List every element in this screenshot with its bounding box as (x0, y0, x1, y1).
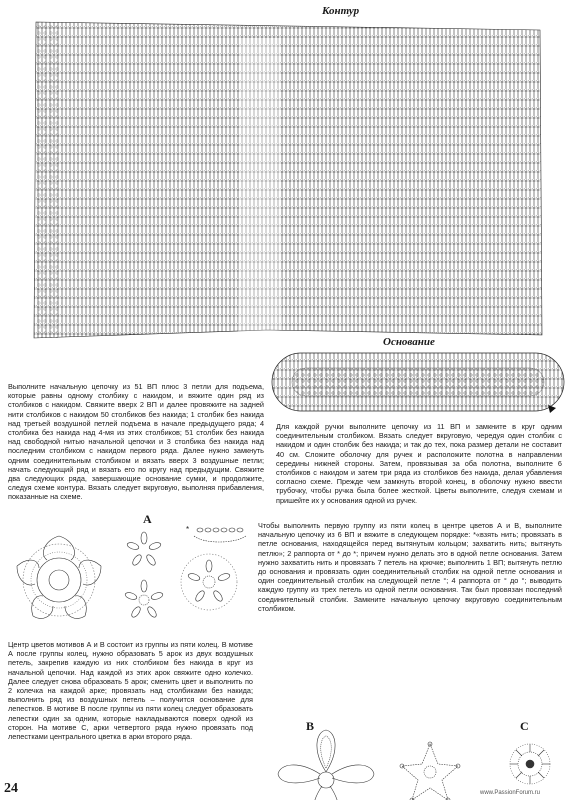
watermark: www.PassionForum.ru (480, 790, 541, 796)
contour-pattern-grid (34, 22, 542, 338)
motif-c-diagram (494, 734, 564, 792)
handles-instructions-paragraph: Для каждой ручки выполните цепочку из 11 ВП и замкните в круг одним соединительным столбиком. Вязать следует вкруговую, чередуя один столбик с накидом и один столбик без накида; и так до тех, пока размер детали не составит 40 см. Сложите оболочку для ручек и расположите полотна в направлении середины нижней стороны. Затем, провязывая за оба полотна, выполните 6 столбиков с накидом и затем три ряда из столбиков без накида, делая убавления согласно схеме. Прежде чем замкнуть второй конец, в оболочку нужно ввести трубочку, чтобы ручка была более жесткой. Цветы выполните, следуя схемам и пришейте их у основания одной из ручек. (276, 422, 562, 505)
main-instructions-paragraph: Выполните начальную цепочку из 51 ВП плюс 3 петли для подъема, которые равны одному столбику с накидом, и вяжите один ряд из столбиков с накидом. Свяжите вверх 2 ВП и далее провяжите на задней нити столбиков с накидом 50 столбиков без накида; 1 столбик без накида над третьей воздушной петлей подъема в начале предыдущего ряда; 4 столбика без накида над 4-мя из этих столбиков; 51 столбик без накида над свободной нитью начальной цепочки и 3 столбика без накида над последним столбиком с накидом первого ряда. Далее нужно замкнуть одним соединительным столбиком и вязать вверх 3 воздушные петли; начать следующий ряд и вязать его по кругу над предыдущим. Свяжите два следующих ряда, завершающие основание сумки, и продолжите, следуя схеме контура. Вязать следует вкруговую, выполняя прибавления, показанные на схеме. (8, 382, 264, 502)
motif-flower-diagram (390, 740, 470, 800)
motif-b-diagram (266, 728, 386, 800)
page-number: 24 (4, 781, 18, 796)
motif-b-label: B (306, 719, 315, 733)
base-heading: Основание (383, 336, 435, 348)
motif-a-label: A (143, 512, 152, 526)
contour-heading: Контур (322, 5, 360, 17)
svg-text:*: * (186, 525, 190, 534)
rings-instructions-paragraph: Чтобы выполнить первую группу из пяти колец в центре цветов А и В, выполните начальную цепочку из 6 ВП и вяжите в следующем порядке: *«взять нить; провязать в петле основания, находящейся перед вытянутым кольцом; захватить нить; вытянуть петлю»; 2 раппорта от * до *; причем нужно делать это в одной петле основания. Затем нужно захватить нить и провязать 7 петель на крючке; выполнить 1 ВП; вытянуть петлю до основания и провязать один соединительный столбик на одной петле основания и один соединительный столбик на следующей петле °; 4 раппорта от ° до °; выводить каждую группу из трех петель из одной петли основания. Так был провязан последний соединительный столбик. Замкните начальную цепочку вкруговую соединительным столбиком. (258, 521, 562, 613)
motif-c-label: C (520, 719, 529, 733)
motif-a-diagram (4, 522, 252, 640)
motifs-ab-paragraph: Центр цветов мотивов А и В состоит из группы из пяти колец. В мотиве А после группы колец, нужно образовать 5 арок из двух воздушных петель, закрепив каждую из них столбиком без накида в круг из начальной цепочки. Над каждой из этих арок свяжите одно колечко. Далее следует снова образовать 5 арок; сменить цвет и выполнить по 2 колечка на каждой арке; провязать над столбиками без накида; выполнить ряд из воздушных петель – получится основание для лепестков. В мотиве В после группы из пяти колец следует образовать лепестки один за одним, которые накладываются поверх одной из сторон. На мотиве С, арки четвертого ряда нужно провязать под лепестками центрального цветка в арки второго ряда. (8, 640, 253, 742)
